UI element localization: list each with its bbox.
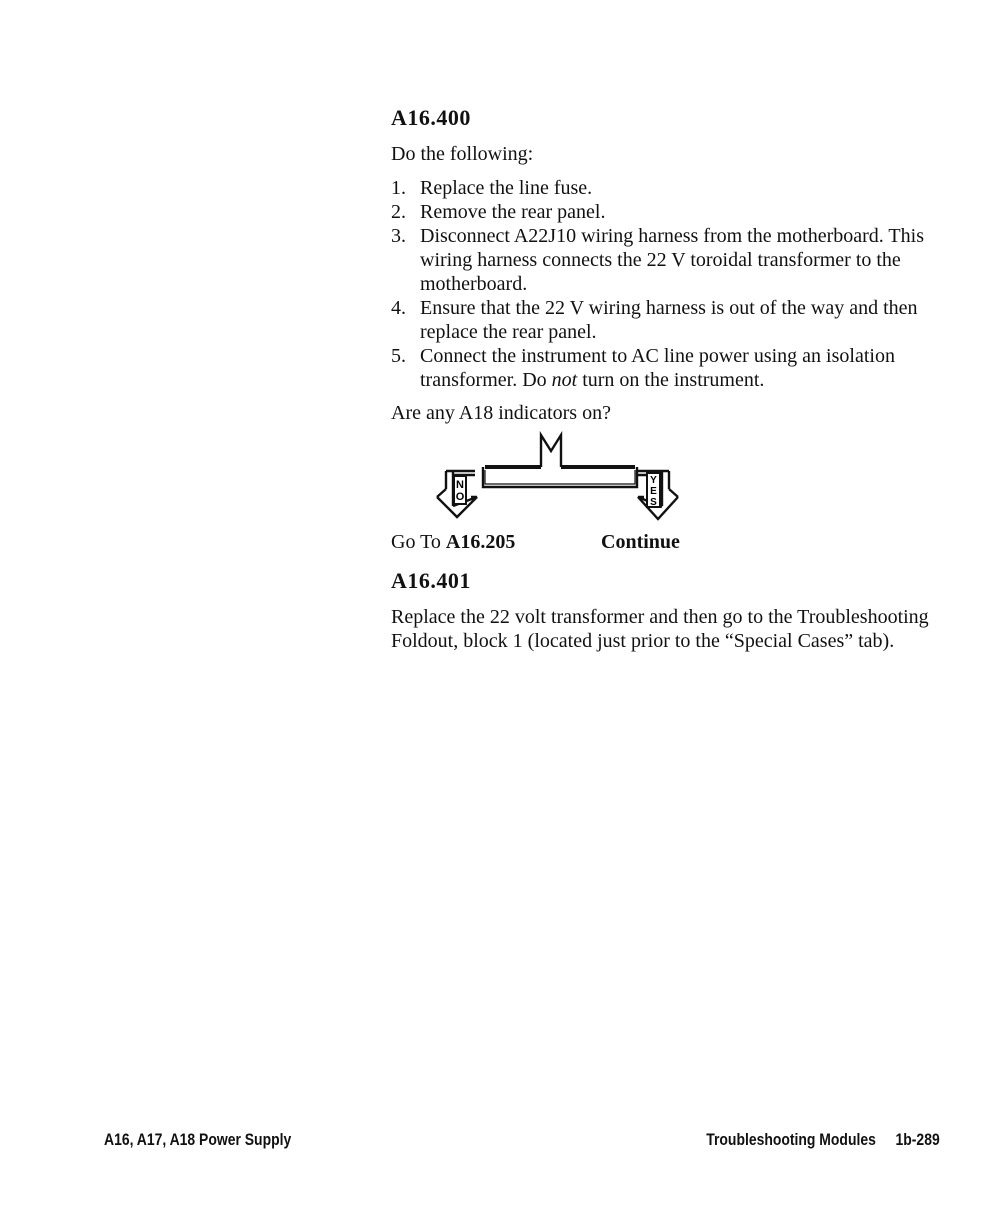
procedure-steps: [391, 176, 951, 392]
page-number: 1b-289: [895, 1130, 940, 1149]
step-text-before: Connect the instrument to AC line power using an isolation transformer. Do: [420, 345, 895, 391]
step-item: [391, 296, 951, 344]
step-number: 5.: [391, 345, 406, 367]
step-text: Remove the rear panel.: [420, 201, 606, 223]
no-arrow-icon: [437, 471, 477, 517]
step-number: 2.: [391, 201, 406, 223]
step-text: Ensure that the 22 V wiring harness is out of the way and then replace the rear panel.: [420, 297, 918, 343]
yes-letter-s: S: [650, 497, 657, 508]
section-heading-a16-401: A16.401: [391, 568, 471, 593]
section-heading-a16-400: A16.400: [391, 105, 471, 130]
no-letter-n: N: [456, 479, 464, 491]
step-text: [420, 344, 951, 392]
no-branch-target-link[interactable]: A16.205: [445, 531, 516, 553]
no-branch-label: [391, 530, 515, 554]
intro-text: Do the following:: [391, 143, 534, 165]
flowchart-diagram: [391, 429, 711, 533]
footer-section-title: A16, A17, A18 Power Supply: [104, 1130, 292, 1149]
step-number: 3.: [391, 225, 406, 247]
step-text-emphasis: not: [551, 369, 578, 391]
step-text: Disconnect A22J10 wiring harness from the motherboard. This wiring harness connects the 22 V toroidal transformer to the motherboard.: [420, 225, 924, 295]
step-item: [391, 344, 951, 392]
yes-letter-e: E: [650, 486, 657, 497]
yes-arrow-icon: [637, 471, 678, 519]
footer-chapter-title: Troubleshooting Modules: [706, 1130, 877, 1149]
yes-letter-y: Y: [650, 475, 657, 486]
footer-right: [707, 1130, 940, 1150]
step-item: [391, 224, 951, 296]
step-number: 1.: [391, 177, 406, 199]
section2-body: Replace the 22 volt transformer and then go to the Troubleshooting Foldout, block 1 (located just prior to the “Special Cases” tab).: [391, 606, 929, 652]
flowchart-merge-connector: [541, 435, 561, 467]
decision-question: Are any A18 indicators on?: [391, 402, 611, 424]
step-text: Replace the line fuse.: [420, 177, 593, 199]
no-branch-prefix: Go To: [391, 531, 441, 553]
page-content: [391, 104, 951, 653]
step-number: 4.: [391, 297, 406, 319]
decision-flowchart: [391, 429, 951, 553]
yes-branch-label: Continue: [601, 531, 680, 553]
no-letter-o: O: [455, 491, 465, 503]
step-item: [391, 176, 951, 200]
step-text-after: turn on the instrument.: [577, 369, 765, 391]
flowchart-branch-box-inner: [485, 470, 635, 484]
step-item: [391, 200, 951, 224]
